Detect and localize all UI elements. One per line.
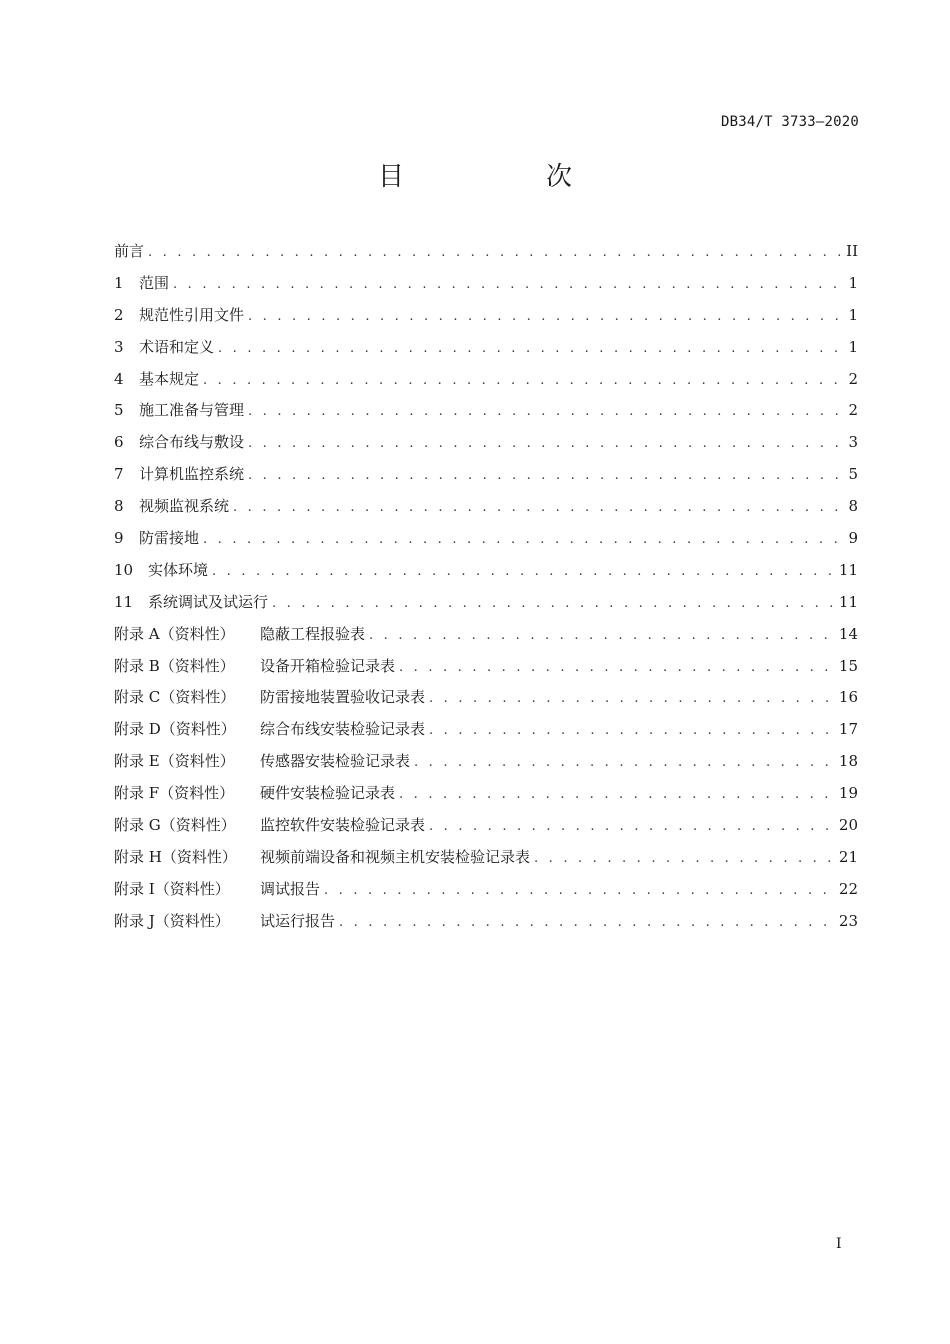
toc-page-number: 20 xyxy=(838,816,858,835)
toc-entry-appendix-j[interactable] xyxy=(114,910,858,942)
toc-page-number: 1 xyxy=(848,273,858,292)
toc-page-number: 22 xyxy=(838,879,858,898)
toc-entry-number: 附录 E（资料性） xyxy=(114,752,235,771)
toc-entry-number: 附录 B（资料性） xyxy=(114,656,235,675)
toc-entry-appendix-c[interactable] xyxy=(114,686,858,718)
toc-dot-leader xyxy=(248,404,840,419)
toc-dot-leader xyxy=(233,500,840,515)
toc-dot-leader xyxy=(272,596,835,611)
toc-dot-leader xyxy=(218,341,840,356)
toc-dot-leader xyxy=(203,532,840,547)
toc-dot-leader xyxy=(212,564,835,579)
toc-page-number: 16 xyxy=(838,688,858,707)
toc-entry-number: 5 xyxy=(114,401,124,420)
toc-entry-text: 视频监视系统 xyxy=(139,497,230,516)
toc-entry-text: 综合布线与敷设 xyxy=(139,433,245,452)
toc-entry-text: 隐蔽工程报验表 xyxy=(260,624,366,643)
toc-entry-10[interactable] xyxy=(114,559,858,591)
toc-page-number: 14 xyxy=(838,624,858,643)
toc-entry-8[interactable] xyxy=(114,495,858,527)
toc-entry-number: 附录 D（资料性） xyxy=(114,720,236,739)
toc-entry-11[interactable] xyxy=(114,591,858,623)
toc-entry-foreword[interactable] xyxy=(114,240,858,272)
toc-entry-text: 系统调试及试运行 xyxy=(148,592,269,611)
toc-page-number: 11 xyxy=(838,592,858,611)
toc-entry-text: 基本规定 xyxy=(139,369,200,388)
toc-entry-number: 10 xyxy=(114,560,134,579)
toc-entry-number: 4 xyxy=(114,369,124,388)
toc-entry-text: 综合布线安装检验记录表 xyxy=(260,720,426,739)
toc-entry-1[interactable] xyxy=(114,272,858,304)
toc-page-number: 5 xyxy=(848,465,858,484)
toc-dot-leader xyxy=(203,373,840,388)
toc-entry-7[interactable] xyxy=(114,463,858,495)
toc-dot-leader xyxy=(534,851,835,866)
toc-entry-text: 视频前端设备和视频主机安装检验记录表 xyxy=(260,847,531,866)
toc-entry-number: 附录 H（资料性） xyxy=(114,847,237,866)
toc-entry-number: 附录 J（资料性） xyxy=(114,911,230,930)
toc-entry-number: 3 xyxy=(114,337,124,356)
toc-page-number: II xyxy=(846,242,858,260)
toc-dot-leader xyxy=(248,436,840,451)
toc-entry-appendix-h[interactable] xyxy=(114,846,858,878)
toc-entry-9[interactable] xyxy=(114,527,858,559)
toc-entry-number: 6 xyxy=(114,433,124,452)
toc-dot-leader xyxy=(429,691,835,706)
toc-page-number: 21 xyxy=(838,847,858,866)
toc-entry-4[interactable] xyxy=(114,368,858,400)
toc-page-number: 1 xyxy=(848,305,858,324)
toc-dot-leader xyxy=(173,277,840,292)
toc-page-number: 2 xyxy=(848,369,858,388)
toc-dot-leader xyxy=(399,660,835,675)
toc-entry-number: 附录 A（资料性） xyxy=(114,624,235,643)
toc-page-number: 15 xyxy=(838,656,858,675)
toc-entry-text: 调试报告 xyxy=(260,879,321,898)
toc-entry-appendix-e[interactable] xyxy=(114,750,858,782)
toc-entry-number: 7 xyxy=(114,465,124,484)
toc-page-number: 19 xyxy=(838,784,858,803)
toc-entry-text: 传感器安装检验记录表 xyxy=(260,752,411,771)
toc-page-number: 1 xyxy=(848,337,858,356)
toc-dot-leader xyxy=(339,915,835,930)
toc-entry-appendix-i[interactable] xyxy=(114,878,858,910)
toc-entry-number: 2 xyxy=(114,305,124,324)
toc-entry-number: 9 xyxy=(114,529,124,548)
toc-entry-text: 试运行报告 xyxy=(260,911,336,930)
standard-number: DB34/T 3733—2020 xyxy=(720,114,859,130)
toc-entry-3[interactable] xyxy=(114,336,858,368)
toc-dot-leader xyxy=(324,883,835,898)
toc-entry-number: 附录 I（资料性） xyxy=(114,879,230,898)
toc-entry-2[interactable] xyxy=(114,304,858,336)
toc-dot-leader xyxy=(399,787,835,802)
toc-entry-number: 附录 C（资料性） xyxy=(114,688,236,707)
toc-entry-text: 监控软件安装检验记录表 xyxy=(260,816,426,835)
toc-entry-appendix-a[interactable] xyxy=(114,623,858,655)
toc-entry-text: 硬件安装检验记录表 xyxy=(260,784,396,803)
table-of-contents xyxy=(114,240,858,942)
toc-entry-appendix-g[interactable] xyxy=(114,814,858,846)
toc-entry-text: 施工准备与管理 xyxy=(139,401,245,420)
toc-entry-number: 8 xyxy=(114,497,124,516)
toc-entry-5[interactable] xyxy=(114,399,858,431)
toc-dot-leader xyxy=(429,723,835,738)
toc-entry-text: 防雷接地 xyxy=(139,529,200,548)
toc-entry-text: 术语和定义 xyxy=(139,337,215,356)
toc-dot-leader xyxy=(248,309,840,324)
toc-page-number: 8 xyxy=(848,497,858,516)
toc-entry-appendix-f[interactable] xyxy=(114,782,858,814)
toc-dot-leader xyxy=(414,755,835,770)
toc-page-number: 18 xyxy=(838,752,858,771)
toc-entry-text: 前言 xyxy=(114,242,145,260)
toc-page-number: 11 xyxy=(838,560,858,579)
toc-page-number: 2 xyxy=(848,401,858,420)
toc-entry-text: 设备开箱检验记录表 xyxy=(260,656,396,675)
toc-entry-number: 1 xyxy=(114,273,124,292)
toc-entry-6[interactable] xyxy=(114,431,858,463)
toc-dot-leader xyxy=(429,819,835,834)
toc-entry-number: 11 xyxy=(114,592,134,611)
toc-dot-leader xyxy=(148,245,840,260)
toc-dot-leader xyxy=(369,628,835,643)
toc-entry-text: 范围 xyxy=(139,273,170,292)
toc-page-number: 17 xyxy=(838,720,858,739)
toc-entry-text: 实体环境 xyxy=(148,560,209,579)
page-number: I xyxy=(836,1236,842,1252)
page-title: 目 次 xyxy=(377,162,630,192)
toc-entry-appendix-d[interactable] xyxy=(114,718,858,750)
toc-page-number: 3 xyxy=(848,433,858,452)
toc-dot-leader xyxy=(248,468,840,483)
toc-entry-text: 规范性引用文件 xyxy=(139,305,245,324)
toc-page-number: 9 xyxy=(848,529,858,548)
toc-entry-text: 计算机监控系统 xyxy=(139,465,245,484)
toc-page-number: 23 xyxy=(838,911,858,930)
toc-entry-appendix-b[interactable] xyxy=(114,655,858,687)
toc-entry-number: 附录 F（资料性） xyxy=(114,784,235,803)
toc-entry-number: 附录 G（资料性） xyxy=(114,816,236,835)
toc-entry-text: 防雷接地装置验收记录表 xyxy=(260,688,426,707)
